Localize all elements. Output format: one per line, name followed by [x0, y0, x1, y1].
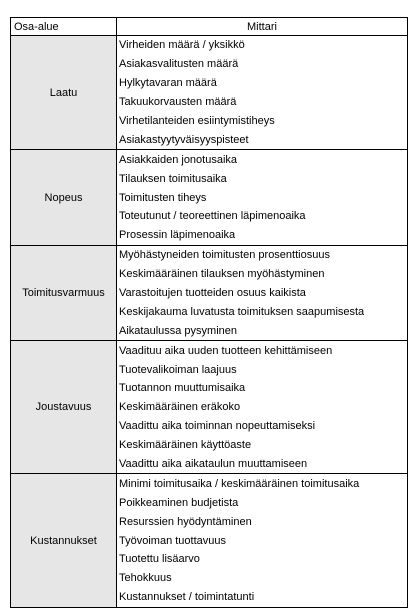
- metrics-table: [10, 17, 408, 608]
- metric-cell: Keskimääräinen tilauksen myöhästyminen: [117, 265, 408, 284]
- metric-cell: Asiakasvalitusten määrä: [117, 55, 408, 74]
- metric-cell: Poikkeaminen budjetista: [117, 493, 408, 512]
- metric-cell: Työvoiman tuottavuus: [117, 531, 408, 550]
- table-row: [11, 341, 408, 360]
- header-metric: Mittari: [117, 18, 408, 36]
- metric-cell: Tilauksen toimitusaika: [117, 169, 408, 188]
- area-cell: Nopeus: [11, 150, 117, 245]
- metric-cell: Virhetilanteiden esiintymistiheys: [117, 112, 408, 131]
- metric-cell: Vaadittu aika toiminnan nopeuttamiseksi: [117, 417, 408, 436]
- metric-cell: Keskimääräinen eräkoko: [117, 398, 408, 417]
- table-row: [11, 245, 408, 264]
- table-row: [11, 36, 408, 55]
- area-cell: Kustannukset: [11, 474, 117, 607]
- metric-cell: Tuotannon muuttumisaika: [117, 379, 408, 398]
- metric-cell: Vaadituu aika uuden tuotteen kehittämiseen: [117, 341, 408, 360]
- metric-cell: Virheiden määrä / yksikkö: [117, 36, 408, 55]
- metric-cell: Keskijakauma luvatusta toimituksen saapumisesta: [117, 302, 408, 321]
- metric-cell: Keskimääräinen käyttöaste: [117, 436, 408, 455]
- metrics-table-container: [10, 17, 408, 608]
- metric-cell: Toimitusten tiheys: [117, 188, 408, 207]
- metric-cell: Resurssien hyödyntäminen: [117, 512, 408, 531]
- metric-cell: Kustannukset / toimintatunti: [117, 588, 408, 607]
- area-cell: Laatu: [11, 36, 117, 150]
- table-row: [11, 150, 408, 169]
- metric-cell: Vaadittu aika aikataulun muuttamiseen: [117, 455, 408, 474]
- metric-cell: Myöhästyneiden toimitusten prosenttiosuus: [117, 245, 408, 264]
- metric-cell: Asiakastyytyväisyyspisteet: [117, 130, 408, 149]
- metric-cell: Tehokkuus: [117, 569, 408, 588]
- metric-cell: Varastoitujen tuotteiden osuus kaikista: [117, 284, 408, 303]
- metric-cell: Hylkytavaran määrä: [117, 74, 408, 93]
- metrics-table-body: [11, 36, 408, 608]
- metric-cell: Minimi toimitusaika / keskimääräinen toimitusaika: [117, 474, 408, 493]
- header-row: [11, 18, 408, 36]
- metric-cell: Takuukorvausten määrä: [117, 93, 408, 112]
- header-area: Osa-alue: [11, 18, 117, 36]
- area-cell: Toimitusvarmuus: [11, 245, 117, 340]
- metric-cell: Asiakkaiden jonotusaika: [117, 150, 408, 169]
- metric-cell: Aikataulussa pysyminen: [117, 321, 408, 340]
- metric-cell: Tuotettu lisäarvo: [117, 550, 408, 569]
- metric-cell: Tuotevalikoiman laajuus: [117, 360, 408, 379]
- table-row: [11, 474, 408, 493]
- area-cell: Joustavuus: [11, 341, 117, 474]
- metric-cell: Toteutunut / teoreettinen läpimenoaika: [117, 207, 408, 226]
- metric-cell: Prosessin läpimenoaika: [117, 226, 408, 245]
